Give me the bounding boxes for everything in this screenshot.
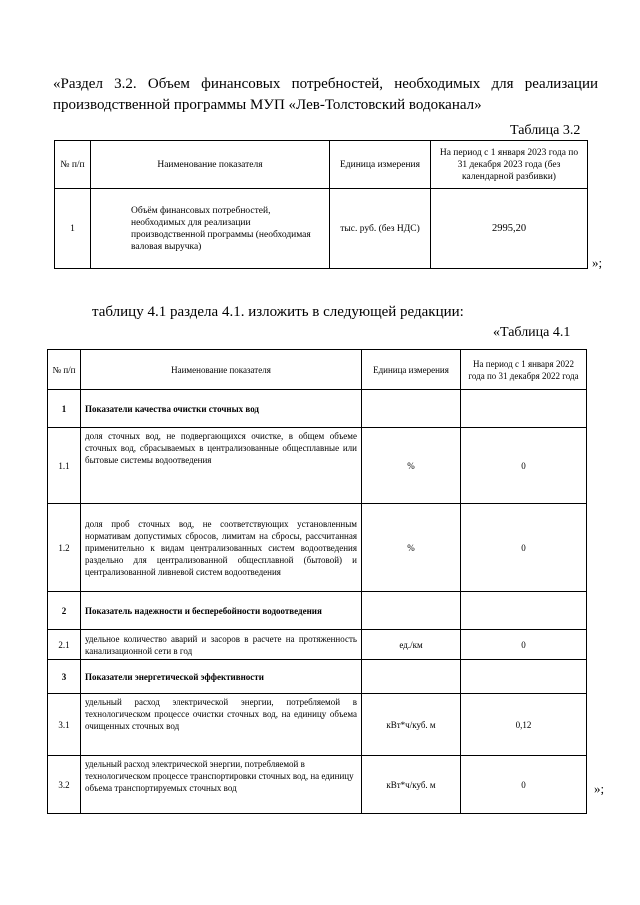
section-num: 1 (48, 390, 81, 428)
row-unit: тыс. руб. (без НДС) (330, 189, 431, 269)
section-title: Показатели качества очистки сточных вод (81, 390, 362, 428)
row-value: 0 (461, 756, 587, 814)
table-4-1 (47, 349, 587, 814)
empty-cell (461, 390, 587, 428)
section-num: 3 (48, 660, 81, 694)
row-num: 1.1 (48, 428, 81, 504)
header-num: № п/п (48, 350, 81, 390)
header-name: Наименование показателя (91, 141, 330, 189)
section-row (48, 390, 587, 428)
row-value: 0 (461, 504, 587, 592)
row-num: 1 (55, 189, 91, 269)
table-row (48, 428, 587, 504)
table-3-2-end-mark: »; (592, 255, 603, 270)
row-unit: % (362, 504, 461, 592)
row-value: 0 (461, 630, 587, 660)
row-num: 2.1 (48, 630, 81, 660)
table-3-2 (54, 140, 588, 269)
table-row (55, 189, 588, 269)
section-num: 2 (48, 592, 81, 630)
header-period: На период с 1 января 2023 года по 31 декабря 2023 года (без календарной разбивки) (431, 141, 588, 189)
row-name: удельный расход электрической энергии, потребляемой в технологическом процессе транспортировки сточных вод, на единицу объема транспортируемых сточных вод (81, 756, 362, 814)
row-unit: кВт*ч/куб. м (362, 694, 461, 756)
section-row (48, 660, 587, 694)
row-name: доля сточных вод, не подвергающихся очистке, в общем объеме сточных вод, сбрасываемых в централизованные общесплавные или бытовые системы водоотведения (81, 428, 362, 504)
table-header-row (48, 350, 587, 390)
table-3-2-caption: Таблица 3.2 (510, 123, 581, 138)
section-title: Показатель надежности и бесперебойности водоотведения (81, 592, 362, 630)
row-name: удельный расход электрической энергии, потребляемой в технологическом процессе очистки сточных вод, на единицу объема очищенных сточных вод (81, 694, 362, 756)
table-row (48, 504, 587, 592)
table-row (48, 630, 587, 660)
empty-cell (461, 660, 587, 694)
empty-cell (461, 592, 587, 630)
section-title: Показатели энергетической эффективности (81, 660, 362, 694)
header-period: На период с 1 января 2022 года по 31 декабря 2022 года (461, 350, 587, 390)
row-num: 3.2 (48, 756, 81, 814)
section-heading-line-2: производственной программы МУП «Лев-Толстовский водоканал» (53, 97, 482, 113)
row-name: доля проб сточных вод, не соответствующих установленным нормативам допустимых сбросов, лимитам на сбросы, рассчитанная применительно к видам централизованных систем водоотведения раздельно для централизованной общесплавной (бытовой) и централизованной ливневой систем водоотведения (81, 504, 362, 592)
header-name: Наименование показателя (81, 350, 362, 390)
table-row (48, 694, 587, 756)
section-row (48, 592, 587, 630)
header-unit: Единица измерения (362, 350, 461, 390)
header-num: № п/п (55, 141, 91, 189)
row-value: 2995,20 (431, 189, 588, 269)
empty-cell (362, 390, 461, 428)
row-name: удельное количество аварий и засоров в расчете на протяженность канализационной сети в год (81, 630, 362, 660)
row-num: 1.2 (48, 504, 81, 592)
empty-cell (362, 660, 461, 694)
table-row (48, 756, 587, 814)
row-value: 0 (461, 428, 587, 504)
table-4-1-caption: «Таблица 4.1 (493, 325, 571, 340)
section-heading (53, 74, 598, 116)
row-unit: % (362, 428, 461, 504)
row-name: Объём финансовых потребностей, необходимых для реализации производственной программы (необходимая валовая выручка) (91, 189, 330, 269)
row-value: 0,12 (461, 694, 587, 756)
row-unit: кВт*ч/куб. м (362, 756, 461, 814)
row-unit: ед./км (362, 630, 461, 660)
section-heading-line-1: «Раздел 3.2. Объем финансовых потребностей, необходимых для реализации (53, 76, 598, 92)
empty-cell (362, 592, 461, 630)
table-header-row (55, 141, 588, 189)
row-num: 3.1 (48, 694, 81, 756)
instruction-text: таблицу 4.1 раздела 4.1. изложить в следующей редакции: (92, 304, 464, 320)
header-unit: Единица измерения (330, 141, 431, 189)
table-4-1-end-mark: »; (594, 781, 605, 796)
